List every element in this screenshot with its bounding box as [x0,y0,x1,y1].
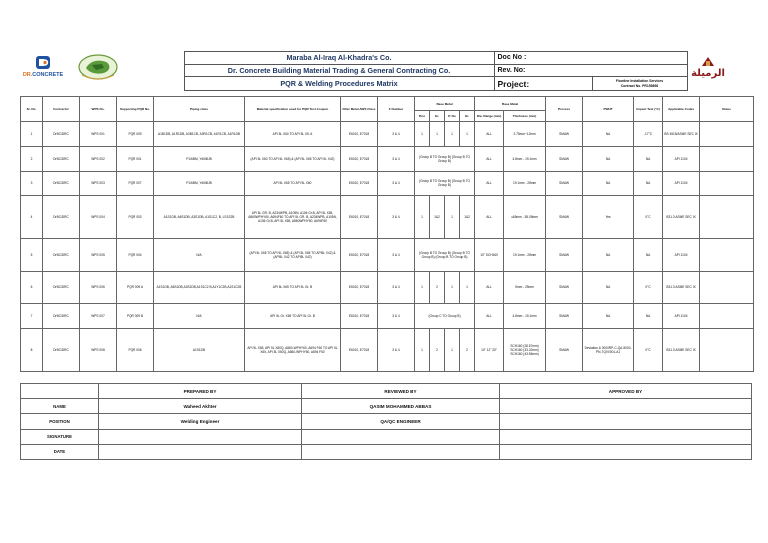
cell-fnumber: 3 & 4 [378,271,415,303]
cell-fnumber: 3 & 4 [378,196,415,239]
cell-fnumber: 3 & 4 [378,122,415,147]
cell-codes: API 1104 [663,304,700,329]
cell-sno: 6 [21,271,43,303]
cell-fnumber: 3 & 4 [378,304,415,329]
cell-spec: API 5L Gr. X65 TO API 5L Gr. B [245,304,341,329]
cell-contractor: DrBC/DRC [43,146,80,171]
cell-contractor: DrBC/DRC [43,304,80,329]
date-label: DATE [21,444,99,459]
cell-pwht: Yes [583,196,634,239]
cell-wps: WPS 007 [80,304,117,329]
cell-piping: P1/6BM, Y6/6BJB [154,146,245,171]
cell-wps: WPS 004 [80,196,117,239]
cell-piping: N/A [154,304,245,329]
col-impact: Impact Test (°C) [634,97,663,122]
cell-spec: API 5L X65 TO API 5L Gr. B [245,271,341,303]
cell-spec: (API 5L X65 TO API 5L X65) & (API 5L X65 TO API5L X42) & (API5L X42 TO API5L X42) [245,239,341,271]
cell-process: SMAW [546,271,583,303]
cell-pqr: PQR 001 [117,146,154,171]
cell-filler: E6010, E7018 [341,171,378,196]
cell-process: SMAW [546,328,583,371]
cell-codes: API 1104 [663,146,700,171]
col-pno-2: P. No [445,111,460,122]
table-row [21,304,754,329]
name-label: NAME [21,399,99,414]
cell-notes [700,239,754,271]
cell-pno: 1 [415,271,430,303]
prepared-position: Welding Engineer [99,414,302,429]
cell-notes [700,271,754,303]
cell-pqr: PQR 009 [117,122,154,147]
cell-thickness: 4.8mm - 19.1mm [504,146,546,171]
table-row [21,239,754,271]
col-wps: WPS No. [80,97,117,122]
project-label: Project: [494,77,592,91]
table-row [21,122,754,147]
cell-dia: ALL [475,271,504,303]
cell-gr: 2 [430,328,445,371]
cell-group-range: (Group B TO Group B) (Group B TO Group B) [415,171,475,196]
rev-no-label: Rev. No: [494,64,687,77]
table-row [21,146,754,171]
col-pno: P.no [415,111,430,122]
project-value: Flowline Installation Services Contract No. PR159898 [592,77,687,91]
cell-sno: 2 [21,146,43,171]
cell-filler: E6010, E7018 [341,122,378,147]
cell-pqr: PQR 009 A [117,271,154,303]
table-header-row [21,97,754,111]
cell-piping: P1/6BM, Y6/6BJB [154,171,245,196]
col-sno: Sr. No. [21,97,43,122]
col-thickness: Thickness (mm) [504,111,546,122]
reviewed-signature [302,429,500,444]
doc-no-label: Doc No : [494,52,687,65]
cell-filler: E6010, E7018 [341,304,378,329]
cell-gr-2: 1 [460,122,475,147]
cell-contractor: DrBC/DRC [43,239,80,271]
cell-spec: (API 5L X60 TO API 5L X65) & (API 5L X65 TO API 5L X42) [245,146,341,171]
approved-position [500,414,752,429]
reviewed-name: QASIM MOHAMMED ABBAS [302,399,500,414]
cell-wps: WPS 001 [80,122,117,147]
cell-pqr: PQR 007 [117,171,154,196]
cell-process: SMAW [546,239,583,271]
cell-process: SMAW [546,146,583,171]
cell-piping: N/A [154,239,245,271]
position-label: POSITION [21,414,99,429]
company-name: Maraba Al-Iraq Al-Khadra's Co. [184,52,494,65]
cell-codes: BS 4515/ASME SEC IX [663,122,700,147]
col-gr-2: Gr. [460,111,475,122]
contractor-name: Dr. Concrete Building Material Trading & General Contracting Co. [184,64,494,77]
approved-by-header: APPROVED BY [500,384,752,399]
cell-dia: ALL [475,196,504,239]
cell-thickness: ≤65mm - 55.08mm [504,196,546,239]
table-row [21,328,754,371]
signoff-corner [21,384,99,399]
cell-spec: API 5L X65 TO API 5L X60 [245,171,341,196]
cell-wps: WPS 002 [80,146,117,171]
cell-sno: 3 [21,171,43,196]
cell-impact: NA [634,146,663,171]
rumaila-logo-text: الرميلة [691,68,725,79]
cell-pno: 1 [415,196,430,239]
cell-group-range: (Group C TO Group B) [415,304,475,329]
cell-contractor: DrBC/DRC [43,328,80,371]
table-row [21,171,754,196]
cell-dia: 10" SCH160 [475,239,504,271]
cell-process: SMAW [546,171,583,196]
cell-thickness: SCH160 (28.57mm) SCH160 (33.32mm) SCH160 (43.56mm) [504,328,546,371]
cell-dia: ALL [475,171,504,196]
document-header [20,51,751,91]
prepared-signature [99,429,302,444]
table-row [21,196,754,239]
col-codes: Applicable Codes [663,97,700,122]
cell-notes [700,122,754,147]
approved-signature [500,429,752,444]
cell-fnumber: 3 & 4 [378,171,415,196]
prepared-name: Waheed Akhter [99,399,302,414]
signature-label: SIGNATURE [21,429,99,444]
col-dia: Dia. Range (mm) [475,111,504,122]
cell-pqr: PQR 009 B [117,304,154,329]
cell-pno-2: 1 [445,328,460,371]
reviewed-by-header: REVIEWED BY [302,384,500,399]
cell-codes: B31.3 ASME SEC IX [663,271,700,303]
prepared-by-header: PREPARED BY [99,384,302,399]
approved-date [500,444,752,459]
col-gr: Gr. [430,111,445,122]
cell-sno: 8 [21,328,43,371]
cell-piping: A1S1DB [154,328,245,371]
cell-pwht: Deviation & 0000RP-C-QA-5000-PN-TQV0001-A1 [583,328,634,371]
cell-dia: 10" 12" 20" [475,328,504,371]
cell-gr-2: 1 [460,271,475,303]
cell-group-range: (Group B TO Group B) (Group B TO Group B) (Group B TO Group B) [415,239,475,271]
cell-spec: API 5L GR. B, A234WPB, A105N, A106 Gr.B, API 5L X65, A860WPHY60, A694F60 TO API 5L GR. B, A234WPB, A105N, A106 Gr.B, API 5L X65, A860WPHY60, A694F60 [245,196,341,239]
cell-dia: ALL [475,122,504,147]
prepared-date [99,444,302,459]
col-base-metal-2: Base Metal [475,97,546,111]
cell-impact: 0°C [634,271,663,303]
cell-pwht: NA [583,271,634,303]
cell-fnumber: 3 & 4 [378,328,415,371]
cell-sno: 4 [21,196,43,239]
signoff-table [20,383,752,460]
dr-concrete-logo-text: DR.CONCRETE [22,72,64,78]
cell-pno: 1 [415,122,430,147]
cell-notes [700,304,754,329]
cell-codes: API 1104 [663,171,700,196]
reviewed-position: QA/QC ENGINEER [302,414,500,429]
signoff-header-row [21,384,752,399]
doc-title: PQR & Welding Procedures Matrix [184,77,494,91]
cell-wps: WPS 005 [80,239,117,271]
col-piping: Piping class [154,97,245,122]
col-filler: Filler Metal AWS Class [341,97,378,122]
signoff-signature-row [21,429,752,444]
signoff-name-row [21,399,752,414]
cell-thickness: 5mm - 25mm [504,271,546,303]
cell-filler: E6010, E7018 [341,271,378,303]
cell-codes: B31.3 ASME SEC IX [663,196,700,239]
cell-contractor: DrBC/DRC [43,196,80,239]
table-row [21,271,754,303]
signoff-position-row [21,414,752,429]
cell-pwht: NA [583,146,634,171]
cell-thickness: 19.1mm - 28mm [504,171,546,196]
cell-wps: WPS 003 [80,171,117,196]
cell-pwht: NA [583,304,634,329]
cell-impact: -17°C [634,122,663,147]
cell-pno: 1 [415,328,430,371]
col-notes: Notes [700,97,754,122]
col-pwht: PWHT [583,97,634,122]
col-process: Process [546,97,583,122]
col-material-spec: Material specification used for PQR Test Coupon [245,97,341,122]
cell-contractor: DrBC/DRC [43,271,80,303]
cell-sno: 5 [21,239,43,271]
cell-impact: NA [634,239,663,271]
cell-notes [700,328,754,371]
cell-impact: 0°C [634,328,663,371]
cell-wps: WPS 006 [80,271,117,303]
cell-dia: ALL [475,146,504,171]
cell-gr-2: 1&2 [460,196,475,239]
cell-spec: API 5L X65, API 5L X60Q, A860-WPHY60, A694 F60 TO API 5L X65, API 5L X60Q, A860-WPHY60, A694 F60 [245,328,341,371]
col-pqr: Supporting PQR No. [117,97,154,122]
right-logo-area [687,52,751,91]
reviewed-date [302,444,500,459]
cell-notes [700,196,754,239]
cell-piping: A1B1DB, A1R1DB, A3B1CB, A3R1CB, A1R1CB, A1R1DB [154,122,245,147]
cell-impact: 0°C [634,196,663,239]
cell-contractor: DrBC/DRC [43,122,80,147]
cell-impact: NA [634,304,663,329]
cell-piping: A1S1DB, A6S1DB, A3S1DB, A1S1C2, B, LS1S2B [154,196,245,239]
cell-group-range: (Group B TO Group B) (Group B TO Group B) [415,146,475,171]
cell-thickness: 4.8mm - 19.1mm [504,304,546,329]
cell-filler: E6010, E7018 [341,196,378,239]
cell-codes: B31.3 ASME SEC IX [663,328,700,371]
cell-gr: 2 [430,271,445,303]
cell-filler: E6010, E7018 [341,146,378,171]
cell-fnumber: 3 & 4 [378,239,415,271]
cell-pno-2: 1 [445,271,460,303]
cell-sno: 7 [21,304,43,329]
cell-filler: E6010, E7018 [341,328,378,371]
cell-filler: E6010, E7018 [341,239,378,271]
cell-contractor: DrBC/DRC [43,171,80,196]
pqr-wps-matrix-table [20,96,754,372]
cell-pwht: NA [583,171,634,196]
col-contractor: Contractor [43,97,80,122]
cell-codes: API 1104 [663,239,700,271]
col-base-metal: Base Metal [415,97,475,111]
cell-notes [700,146,754,171]
cell-process: SMAW [546,122,583,147]
cell-pwht: NA [583,122,634,147]
cell-pno-2: 1 [445,122,460,147]
cell-pno-2: 1 [445,196,460,239]
cell-gr: 1&2 [430,196,445,239]
cell-thickness: 19.1mm - 28mm [504,239,546,271]
cell-notes [700,171,754,196]
cell-piping: A1S1DB, A6S1DB,A3S1DB,A1S1C2 B,A1Y1C2B,A1S1C2B [154,271,245,303]
cell-pqr: PQR 003 [117,196,154,239]
approved-name [500,399,752,414]
cell-pwht: NA [583,239,634,271]
cell-fnumber: 3 & 4 [378,146,415,171]
signoff-date-row [21,444,752,459]
cell-wps: WPS 008 [80,328,117,371]
cell-pqr: PQR 004 [117,239,154,271]
cell-thickness: 2.75mm~12mm [504,122,546,147]
col-fnumber: F Number [378,97,415,122]
cell-dia: ALL [475,304,504,329]
cell-sno: 1 [21,122,43,147]
cell-process: SMAW [546,196,583,239]
cell-gr: 1 [430,122,445,147]
cell-pqr: PQR 006 [117,328,154,371]
cell-gr-2: 2 [460,328,475,371]
left-logo-area [20,52,184,91]
cell-impact: NA [634,171,663,196]
cell-spec: API 5L X60 TO API 5L X5..6 [245,122,341,147]
cell-process: SMAW [546,304,583,329]
